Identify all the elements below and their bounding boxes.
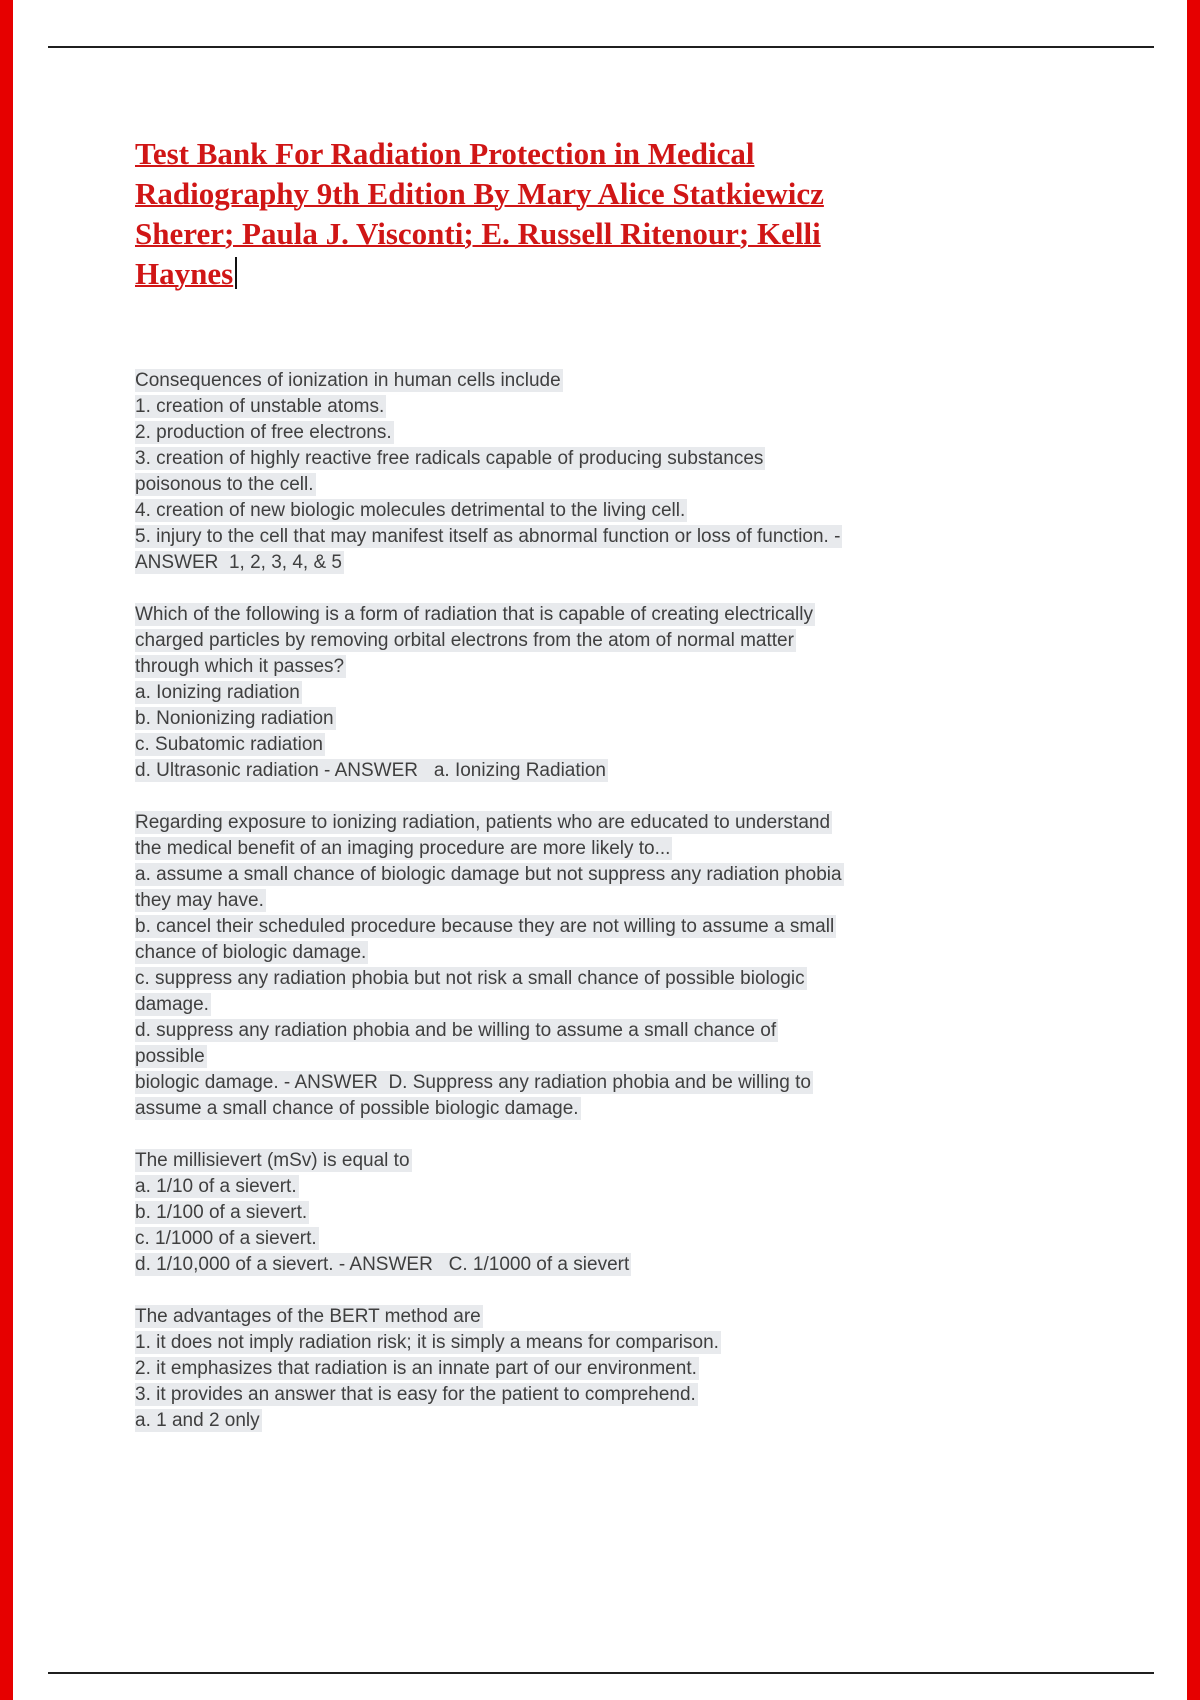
highlighted-text: Consequences of ionization in human cells include	[135, 370, 561, 391]
highlighted-text: Which of the following is a form of radiation that is capable of creating electrically	[135, 604, 813, 625]
highlighted-text: damage.	[135, 994, 209, 1015]
highlighted-text: 3. it provides an answer that is easy for the patient to comprehend.	[135, 1384, 696, 1405]
text-line	[135, 836, 997, 862]
highlighted-text: c. suppress any radiation phobia but not risk a small chance of possible biologic	[135, 968, 805, 989]
text-line	[135, 914, 997, 940]
highlighted-text: b. 1/100 of a sievert.	[135, 1202, 308, 1223]
question-block	[135, 368, 997, 576]
text-line	[135, 446, 997, 472]
text-line	[135, 602, 997, 628]
text-line	[135, 498, 997, 524]
top-rule	[48, 46, 1154, 48]
text-line	[135, 1382, 997, 1408]
text-line	[135, 1226, 997, 1252]
highlighted-text: poisonous to the cell.	[135, 474, 314, 495]
text-line	[135, 524, 997, 550]
highlighted-text: the medical benefit of an imaging procedure are more likely to...	[135, 838, 671, 859]
highlighted-text: 2. it emphasizes that radiation is an innate part of our environment.	[135, 1358, 697, 1379]
right-red-border	[1187, 0, 1200, 1700]
highlighted-text: a. assume a small chance of biologic damage but not suppress any radiation phobia	[135, 864, 842, 885]
highlighted-text: through which it passes?	[135, 656, 345, 677]
highlighted-text: d. suppress any radiation phobia and be willing to assume a small chance of	[135, 1020, 777, 1041]
text-line	[135, 888, 997, 914]
question-block	[135, 1304, 997, 1434]
title-line: Test Bank For Radiation Protection in Medical	[135, 136, 755, 171]
highlighted-text: they may have.	[135, 890, 264, 911]
highlighted-text: Regarding exposure to ionizing radiation, patients who are educated to understand	[135, 812, 831, 833]
text-line	[135, 862, 997, 888]
text-line	[135, 1200, 997, 1226]
highlighted-text: 3. creation of highly reactive free radicals capable of producing substances	[135, 448, 764, 469]
highlighted-text: 4. creation of new biologic molecules detrimental to the living cell.	[135, 500, 686, 521]
text-line	[135, 420, 997, 446]
highlighted-text: c. Subatomic radiation	[135, 734, 323, 755]
question-block	[135, 810, 997, 1122]
title-line: Haynes	[135, 256, 234, 291]
highlighted-text: c. 1/1000 of a sievert.	[135, 1228, 317, 1249]
text-line	[135, 1148, 997, 1174]
highlighted-text: assume a small chance of possible biologic damage.	[135, 1098, 579, 1119]
text-line	[135, 1096, 997, 1122]
highlighted-text: 1. it does not imply radiation risk; it is simply a means for comparison.	[135, 1332, 719, 1353]
text-line	[135, 1304, 997, 1330]
text-line	[135, 472, 997, 498]
highlighted-text: b. Nonionizing radiation	[135, 708, 334, 729]
text-line	[135, 758, 997, 784]
highlighted-text: d. 1/10,000 of a sievert. - ANSWER C. 1/1000 of a sievert	[135, 1254, 630, 1275]
highlighted-text: The millisievert (mSv) is equal to	[135, 1150, 410, 1171]
question-blocks	[135, 368, 997, 1434]
highlighted-text: 5. injury to the cell that may manifest itself as abnormal function or loss of function. -	[135, 526, 841, 547]
text-line	[135, 966, 997, 992]
text-line	[135, 810, 997, 836]
text-line	[135, 680, 997, 706]
text-line	[135, 1070, 997, 1096]
text-line	[135, 1018, 997, 1044]
text-line	[135, 550, 997, 576]
highlighted-text: possible	[135, 1046, 205, 1067]
highlighted-text: biologic damage. - ANSWER D. Suppress any radiation phobia and be willing to	[135, 1072, 811, 1093]
text-line	[135, 1408, 997, 1434]
text-line	[135, 732, 997, 758]
highlighted-text: The advantages of the BERT method are	[135, 1306, 481, 1327]
text-line	[135, 1330, 997, 1356]
highlighted-text: b. cancel their scheduled procedure because they are not willing to assume a small	[135, 916, 835, 937]
question-block	[135, 1148, 997, 1278]
text-line	[135, 394, 997, 420]
text-line	[135, 1174, 997, 1200]
highlighted-text: 1. creation of unstable atoms.	[135, 396, 385, 417]
highlighted-text: a. 1 and 2 only	[135, 1410, 260, 1431]
text-line	[135, 628, 997, 654]
document-title	[135, 134, 997, 294]
title-line: Sherer; Paula J. Visconti; E. Russell Ritenour; Kelli	[135, 216, 821, 251]
highlighted-text: chance of biologic damage.	[135, 942, 367, 963]
highlighted-text: charged particles by removing orbital electrons from the atom of normal matter	[135, 630, 794, 651]
document-content	[135, 134, 997, 1434]
text-line	[135, 940, 997, 966]
left-red-border	[0, 0, 13, 1700]
highlighted-text: a. 1/10 of a sievert.	[135, 1176, 297, 1197]
text-line	[135, 992, 997, 1018]
text-line	[135, 1044, 997, 1070]
title-line: Radiography 9th Edition By Mary Alice Statkiewicz	[135, 176, 824, 211]
text-line	[135, 654, 997, 680]
question-block	[135, 602, 997, 784]
highlighted-text: d. Ultrasonic radiation - ANSWER a. Ionizing Radiation	[135, 760, 606, 781]
text-cursor	[235, 257, 237, 289]
text-line	[135, 1356, 997, 1382]
highlighted-text: 2. production of free electrons.	[135, 422, 392, 443]
text-line	[135, 368, 997, 394]
highlighted-text: ANSWER 1, 2, 3, 4, & 5	[135, 552, 342, 573]
bottom-rule	[48, 1672, 1154, 1674]
text-line	[135, 706, 997, 732]
text-line	[135, 1252, 997, 1278]
highlighted-text: a. Ionizing radiation	[135, 682, 300, 703]
